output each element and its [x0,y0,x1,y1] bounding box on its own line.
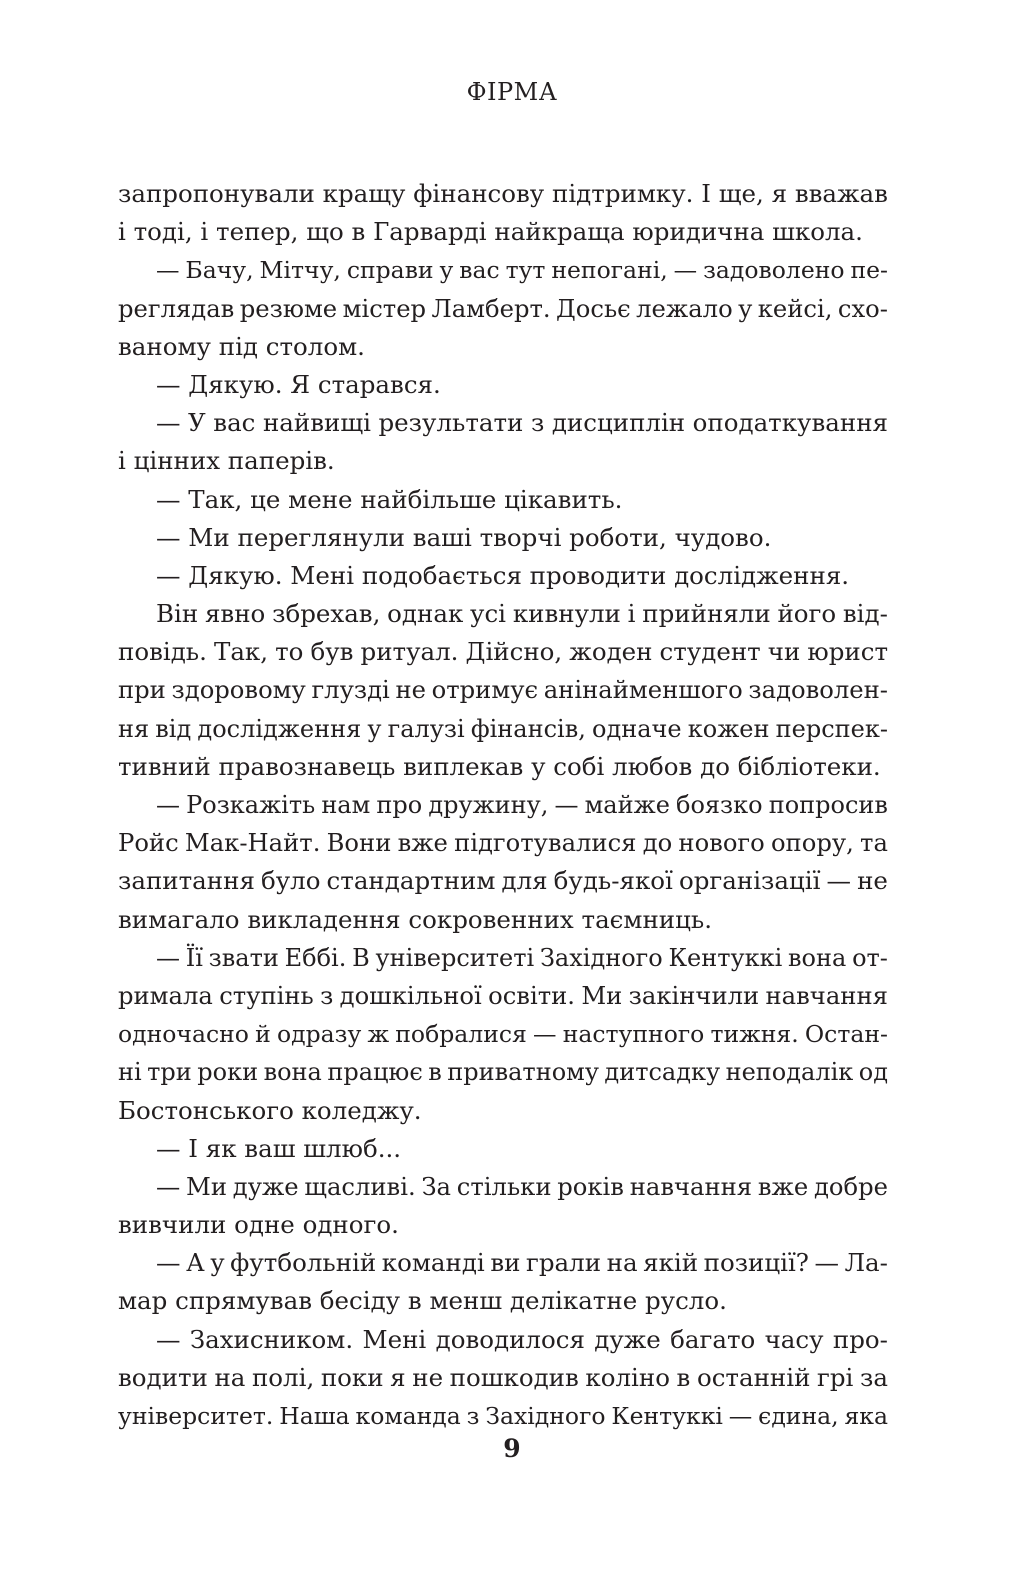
text-line: одночасно й одразу ж побралися — наступного тижня. Остан- [118,1020,888,1049]
text-line: університет. Наша команда з Західного Кентуккі — єдина, яка [118,1402,888,1430]
text-line: запропонували кращу фінансову підтримку. І ще, я вважав [118,179,888,208]
text-line: — У вас найвищі результати з дисциплін оподаткування [156,408,888,438]
text-line: вимагало викладення сокровенних таємниць. [118,904,713,934]
running-head: ФІРМА [466,78,558,106]
text-line: при здоровому глузді не отримує анінайменшого задоволен- [118,675,888,705]
text-line: Він явно збрехав, однак усі кивнули і прийняли його від- [156,599,888,629]
page-number: 9 [503,1434,521,1463]
text-line: Бостонського коледжу. [118,1095,422,1125]
text-line: — Дякую. Я старався. [156,369,441,399]
text-line: повідь. Так, то був ритуал. Дійсно, жоден студент чи юрист [118,637,888,667]
text-line: тивний правознавець виплекав у собі любов до бібліотеки. [118,751,881,781]
body-text [118,175,888,1435]
text-line: водити на полі, поки я не пошкодив коліно в останній грі за [118,1362,888,1392]
text-line: — Ми дуже щасливі. За стільки років навчання вже добре [156,1171,888,1201]
text-line: реглядав резюме містер Ламберт. Досьє лежало у кейсі, схо- [118,293,888,323]
text-line: — І як ваш шлюб... [156,1133,402,1163]
text-line: — Ми переглянули ваші творчі роботи, чудово. [156,522,772,552]
text-line: вивчили одне одного. [118,1210,399,1240]
text-line: — Розкажіть нам про дружину, — майже боязко попросив [156,791,888,819]
text-line: ня від дослідження у галузі фінансів, одначе кожен перспек- [118,714,888,743]
text-line: — А у футбольній команді ви грали на якій позиції? — Ла- [156,1248,888,1278]
text-line: — Бачу, Мітчу, справи у вас тут непогані, — задоволено пе- [156,256,888,285]
text-line: і цінних паперів. [118,446,335,476]
text-line: і тоді, і тепер, що в Гарварді найкраща юридична школа. [118,217,863,247]
text-line: — Так, це мене найбільше цікавить. [156,484,623,514]
text-line: — Її звати Еббі. В університеті Західного Кентуккі вона от- [156,943,888,972]
text-line: запитання було стандартним для будь-якої організації — не [118,866,888,896]
text-line: ні три роки вона працює в приватному дитсадку неподалік од [118,1058,888,1087]
text-line: мар спрямував бесіду в менш делікатне русло. [118,1286,727,1316]
text-line: римала ступінь з дошкільної освіти. Ми закінчили навчання [118,980,888,1010]
text-line: — Захисником. Мені доводилося дуже багато часу про- [156,1324,888,1354]
text-line: — Дякую. Мені подобається проводити дослідження. [156,560,850,590]
text-line: ваному під столом. [118,331,365,361]
text-line: Ройс Мак-Найт. Вони вже підготувалися до нового опору, та [118,828,888,858]
